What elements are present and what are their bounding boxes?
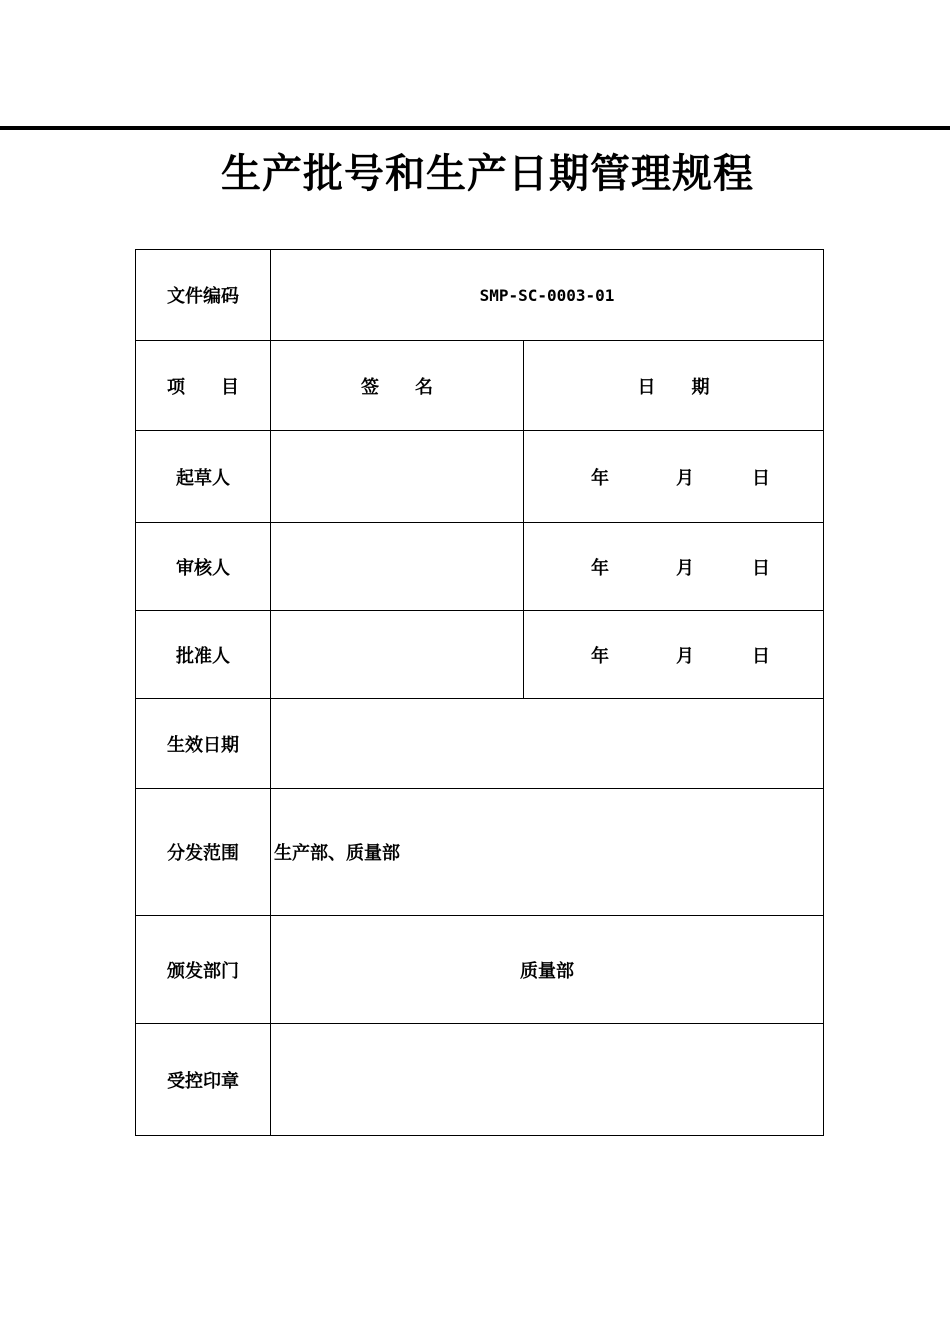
reviewer-label: 审核人 xyxy=(136,523,271,611)
controlled-stamp-row xyxy=(136,1024,824,1136)
top-rule xyxy=(0,126,950,130)
effective-date-value[interactable] xyxy=(271,699,824,789)
date-header: 日 期 xyxy=(524,341,824,431)
month-label: 月 xyxy=(676,645,694,667)
document-title: 生产批号和生产日期管理规程 xyxy=(221,151,754,197)
distribution-row xyxy=(136,789,824,916)
reviewer-date-field[interactable] xyxy=(524,523,824,611)
doc-code-value: SMP-SC-0003-01 xyxy=(271,250,824,341)
doc-code-row xyxy=(136,250,824,341)
day-label: 日 xyxy=(752,557,770,579)
drafter-signature-field[interactable] xyxy=(271,431,524,523)
drafter-label: 起草人 xyxy=(136,431,271,523)
document-control-table xyxy=(135,249,824,1136)
item-header: 项 目 xyxy=(136,341,271,431)
doc-code-label: 文件编码 xyxy=(136,250,271,341)
drafter-date-field[interactable] xyxy=(524,431,824,523)
effective-date-row xyxy=(136,699,824,789)
table-row xyxy=(136,611,824,699)
day-label: 日 xyxy=(752,467,770,489)
day-label: 日 xyxy=(752,645,770,667)
month-label: 月 xyxy=(676,557,694,579)
effective-date-label: 生效日期 xyxy=(136,699,271,789)
issuing-dept-label: 颁发部门 xyxy=(136,916,271,1024)
controlled-stamp-label: 受控印章 xyxy=(136,1024,271,1136)
year-label: 年 xyxy=(591,645,609,667)
approver-label: 批准人 xyxy=(136,611,271,699)
header-row xyxy=(136,341,824,431)
table-row xyxy=(136,523,824,611)
approver-date-field[interactable] xyxy=(524,611,824,699)
sign-header: 签 名 xyxy=(271,341,524,431)
table-row xyxy=(136,431,824,523)
reviewer-signature-field[interactable] xyxy=(271,523,524,611)
distribution-label: 分发范围 xyxy=(136,789,271,916)
year-label: 年 xyxy=(591,467,609,489)
approver-signature-field[interactable] xyxy=(271,611,524,699)
distribution-value: 生产部、质量部 xyxy=(271,789,824,916)
controlled-stamp-area xyxy=(271,1024,824,1136)
issuing-dept-value: 质量部 xyxy=(271,916,824,1024)
month-label: 月 xyxy=(676,467,694,489)
year-label: 年 xyxy=(591,557,609,579)
issuing-dept-row xyxy=(136,916,824,1024)
